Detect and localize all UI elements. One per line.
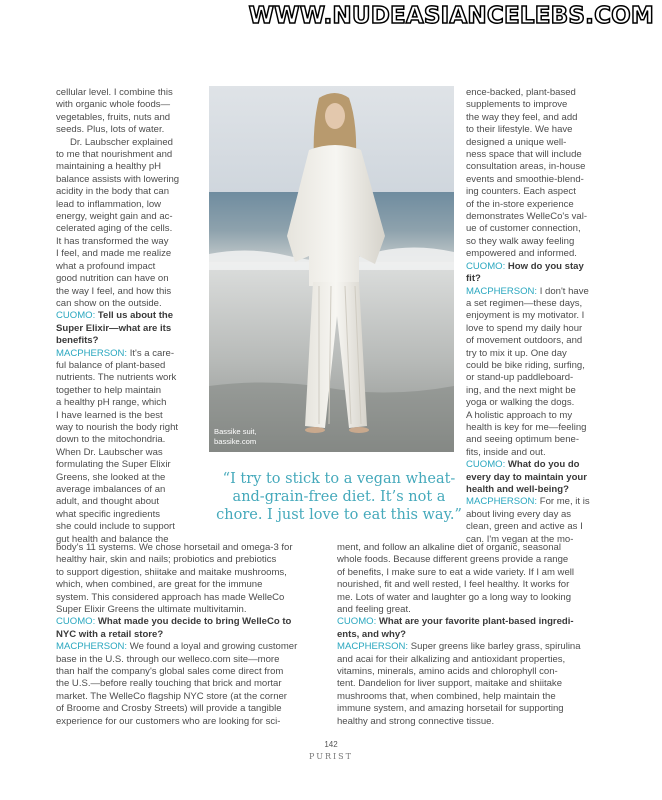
interview-answer <box>337 641 613 728</box>
question-text: What made you decide to bring WelleCo to NYC with a retail store? <box>56 616 292 640</box>
paragraph: body's 11 systems. We chose horsetail and omega-3 for healthy hair, skin and nails; probiotics and prebiotics to support digestion, shiitake and maitake mushrooms, which, when combined, are great for the immune system. This considered approach has made WelleCo Super Elixir Greens the ultimate multivitamin. <box>56 542 293 616</box>
question-text: What are your favorite plant-based ingredi- ents, and why? <box>337 616 574 640</box>
interview-question <box>56 616 326 641</box>
speaker-label: CUOMO: <box>337 616 377 628</box>
paragraph: ence-backed, plant-based supplements to improve the way they feel, and add to their lifestyle. We have designed a unique well- ness space that will include consultation areas, in-house events and smoothie-blend- ing counters. Each aspect of the in-store experience demonstrates WelleCo's val- ue of customer connection, so they walk away feeling empowered and informed. <box>466 87 588 260</box>
left-column <box>56 87 208 546</box>
interview-answer <box>56 348 208 547</box>
interview-question <box>56 310 208 347</box>
right-column <box>466 87 611 546</box>
interview-question <box>337 616 613 641</box>
interview-answer <box>56 641 326 728</box>
speaker-label: CUOMO: <box>466 260 506 272</box>
speaker-label: MACPHERSON: <box>56 347 128 359</box>
speaker-label: MACPHERSON: <box>337 641 409 653</box>
speaker-label: MACPHERSON: <box>56 641 128 653</box>
speaker-label: CUOMO: <box>56 616 96 628</box>
photo-caption: Bassike suit, bassike.com <box>214 427 257 446</box>
interview-answer <box>466 286 611 460</box>
interview-question <box>466 261 611 286</box>
question-text: What do you do every day to maintain your health and well-being? <box>466 459 587 495</box>
paragraph: Dr. Laubscher explained to me that nourishment and maintaining a healthy pH balance assists with lowering acidity in the body that can lead to inflammation, low energy, weight gain and ac- celerated aging of the cells. It has transformed the way I feel, and made me realize what a profound impact good nutrition can have on the way I feel, and how this can show on the outside. <box>56 136 180 309</box>
speaker-label: MACPHERSON: <box>466 496 538 508</box>
answer-text: Super greens like barley grass, spirulina and acai for their alkalizing and antioxidant properties, vitamins, minerals, amino acids and chlorophyll con- tent. Dandelion for liver support, maitake and shiitake mushrooms that, when combined, help maintain the immune system, and amazing horsetail for supporting healthy and strong connective tissue. <box>337 641 581 727</box>
speaker-label: MACPHERSON: <box>466 285 538 297</box>
interview-answer <box>466 496 611 546</box>
beach-photo-illustration <box>209 86 454 452</box>
answer-text: We found a loyal and growing customer base in the U.S. through our welleco.com site—more than half the company's global sales come direct from the U.S.—before really touching that brick and mortar market. The WelleCo flagship NYC store (at the corner of Broome and Crosby Streets) will provide a tangible experience for our customers who are looking for sci- <box>56 641 298 727</box>
speaker-label: CUOMO: <box>466 459 506 471</box>
bottom-left-column <box>56 542 326 728</box>
answer-text: I don't have a set regimen—these days, enjoyment is my motivator. I love to spend my daily hour of movement outdoors, and try to mix it up. One day could be bike riding, surfing, or stand-up paddleboard- ing, and the next might be yoga or walking the dogs. A holistic approach to my health is key for me—feeling and seeing optimum bene- fits, inside and out. <box>466 285 589 458</box>
question-text: Tell us about the Super Elixir—what are its benefits? <box>56 310 174 347</box>
watermark: WWW.NUDEASIANCELEBS.COM <box>248 3 654 29</box>
paragraph: cellular level. I combine this with organic whole foods— vegetables, fruits, nuts and seeds. Plus, lots of water. <box>56 87 173 136</box>
magazine-name: PURIST <box>309 752 353 761</box>
page-number: 142 <box>324 740 338 749</box>
paragraph: ment, and follow an alkaline diet of organic, seasonal whole foods. Because different greens provide a range of benefits, I make sure to eat a wide variety. If I am well nourished, fit and well rested, I feel healthy. It works for me. Lots of water and laughter go a long way to looking and feeling great. <box>337 542 575 616</box>
question-text: How do you stay fit? <box>466 260 584 285</box>
speaker-label: CUOMO: <box>56 310 96 322</box>
pull-quote: “I try to stick to a vegan wheat- and-grain-free diet. It’s not a chore. I just love to eat this way.” <box>216 471 462 523</box>
answer-text: For me, it is about living every day as clean, green and active as I can. I'm vegan at the mo- <box>466 496 590 545</box>
answer-text: It's a care- ful balance of plant-based nutrients. The nutrients work together to help maintain a healthy pH range, which I have learned is the best way to nourish the body right down to the mitochondria. When Dr. Laubscher was formulating the Super Elixir Greens, she looked at the average imbalances of an adult, and thought about what specific ingredients she could include to support gut health and balance the <box>56 347 179 545</box>
interview-question <box>466 459 611 496</box>
bottom-right-column <box>337 542 613 728</box>
photo <box>209 86 454 452</box>
